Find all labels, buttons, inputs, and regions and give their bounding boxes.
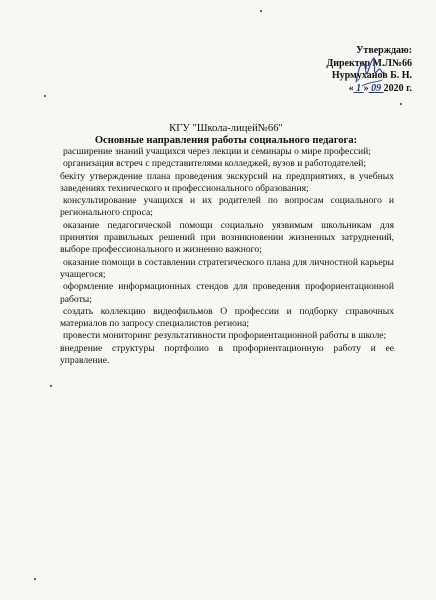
list-item-text: консультирование учащихся и их родителей по вопросам социального и регионального спроса; bbox=[60, 195, 394, 219]
list-item bbox=[60, 281, 394, 306]
document-title bbox=[56, 123, 396, 147]
scan-speck bbox=[400, 103, 402, 105]
list-item-text: расширение знаний учащихся через лекции и семинары о мире профессий; bbox=[63, 146, 371, 157]
date-year: 2020 г. bbox=[383, 82, 412, 94]
date-day: 1 bbox=[353, 82, 364, 94]
list-item-text: оказание педагогической помощи социально уязвимым школьникам для принятия правильных решений при возникновении жизненных затруднений, выборе профессионального и жизненно важного; bbox=[60, 219, 394, 256]
list-item bbox=[60, 257, 394, 282]
list-item-text: провести мониторинг результативности профориентационной работы в школе; bbox=[63, 330, 387, 342]
approval-name: Нурмуханов Б. Н. bbox=[331, 70, 412, 81]
list-item bbox=[60, 158, 394, 170]
list-item-text: организация встреч с представителями колледжей, вузов и работодателей; bbox=[63, 158, 367, 170]
date-month: 09 bbox=[368, 82, 384, 94]
date-quote-open: « bbox=[348, 82, 354, 94]
scan-speck bbox=[44, 95, 46, 97]
school-name: КГУ "Школа-лицей№66" bbox=[169, 123, 283, 134]
list-item-text: оформление информационных стендов для проведения профориентационной работы; bbox=[60, 281, 394, 305]
scan-speck bbox=[260, 10, 262, 12]
list-item-text: бекіту утверждение плана проведения экскурсий на предприятиях, в учебных заведениях технического и профессионального образования; bbox=[60, 170, 394, 194]
list-item-text: создать коллекцию видеофильмов О профессии и подборку справочных материалов по запросу специалистов региона; bbox=[60, 305, 394, 330]
scan-speck bbox=[50, 385, 52, 387]
handwritten-signature bbox=[352, 52, 386, 90]
list-item-text: оказание помощи в составлении стратегического плана для личностной карьеры учащегося; bbox=[60, 256, 394, 280]
approval-heading: Утверждаю: bbox=[356, 45, 412, 56]
list-item bbox=[60, 306, 394, 331]
directions-list bbox=[60, 146, 394, 367]
approval-position: Директор М.Л№66 bbox=[326, 57, 412, 69]
scan-speck bbox=[34, 578, 36, 580]
list-item bbox=[60, 146, 394, 158]
section-heading: Основные направления работы социального педагога: bbox=[94, 135, 358, 146]
list-item bbox=[60, 171, 394, 196]
list-item bbox=[60, 330, 394, 342]
date-quote-close: » bbox=[363, 82, 369, 94]
list-item bbox=[60, 220, 394, 257]
list-item bbox=[60, 343, 394, 368]
list-item bbox=[60, 195, 394, 220]
list-item-text: внедрение структуры портфолио в профориентационную работу и ее управление. bbox=[60, 342, 394, 367]
